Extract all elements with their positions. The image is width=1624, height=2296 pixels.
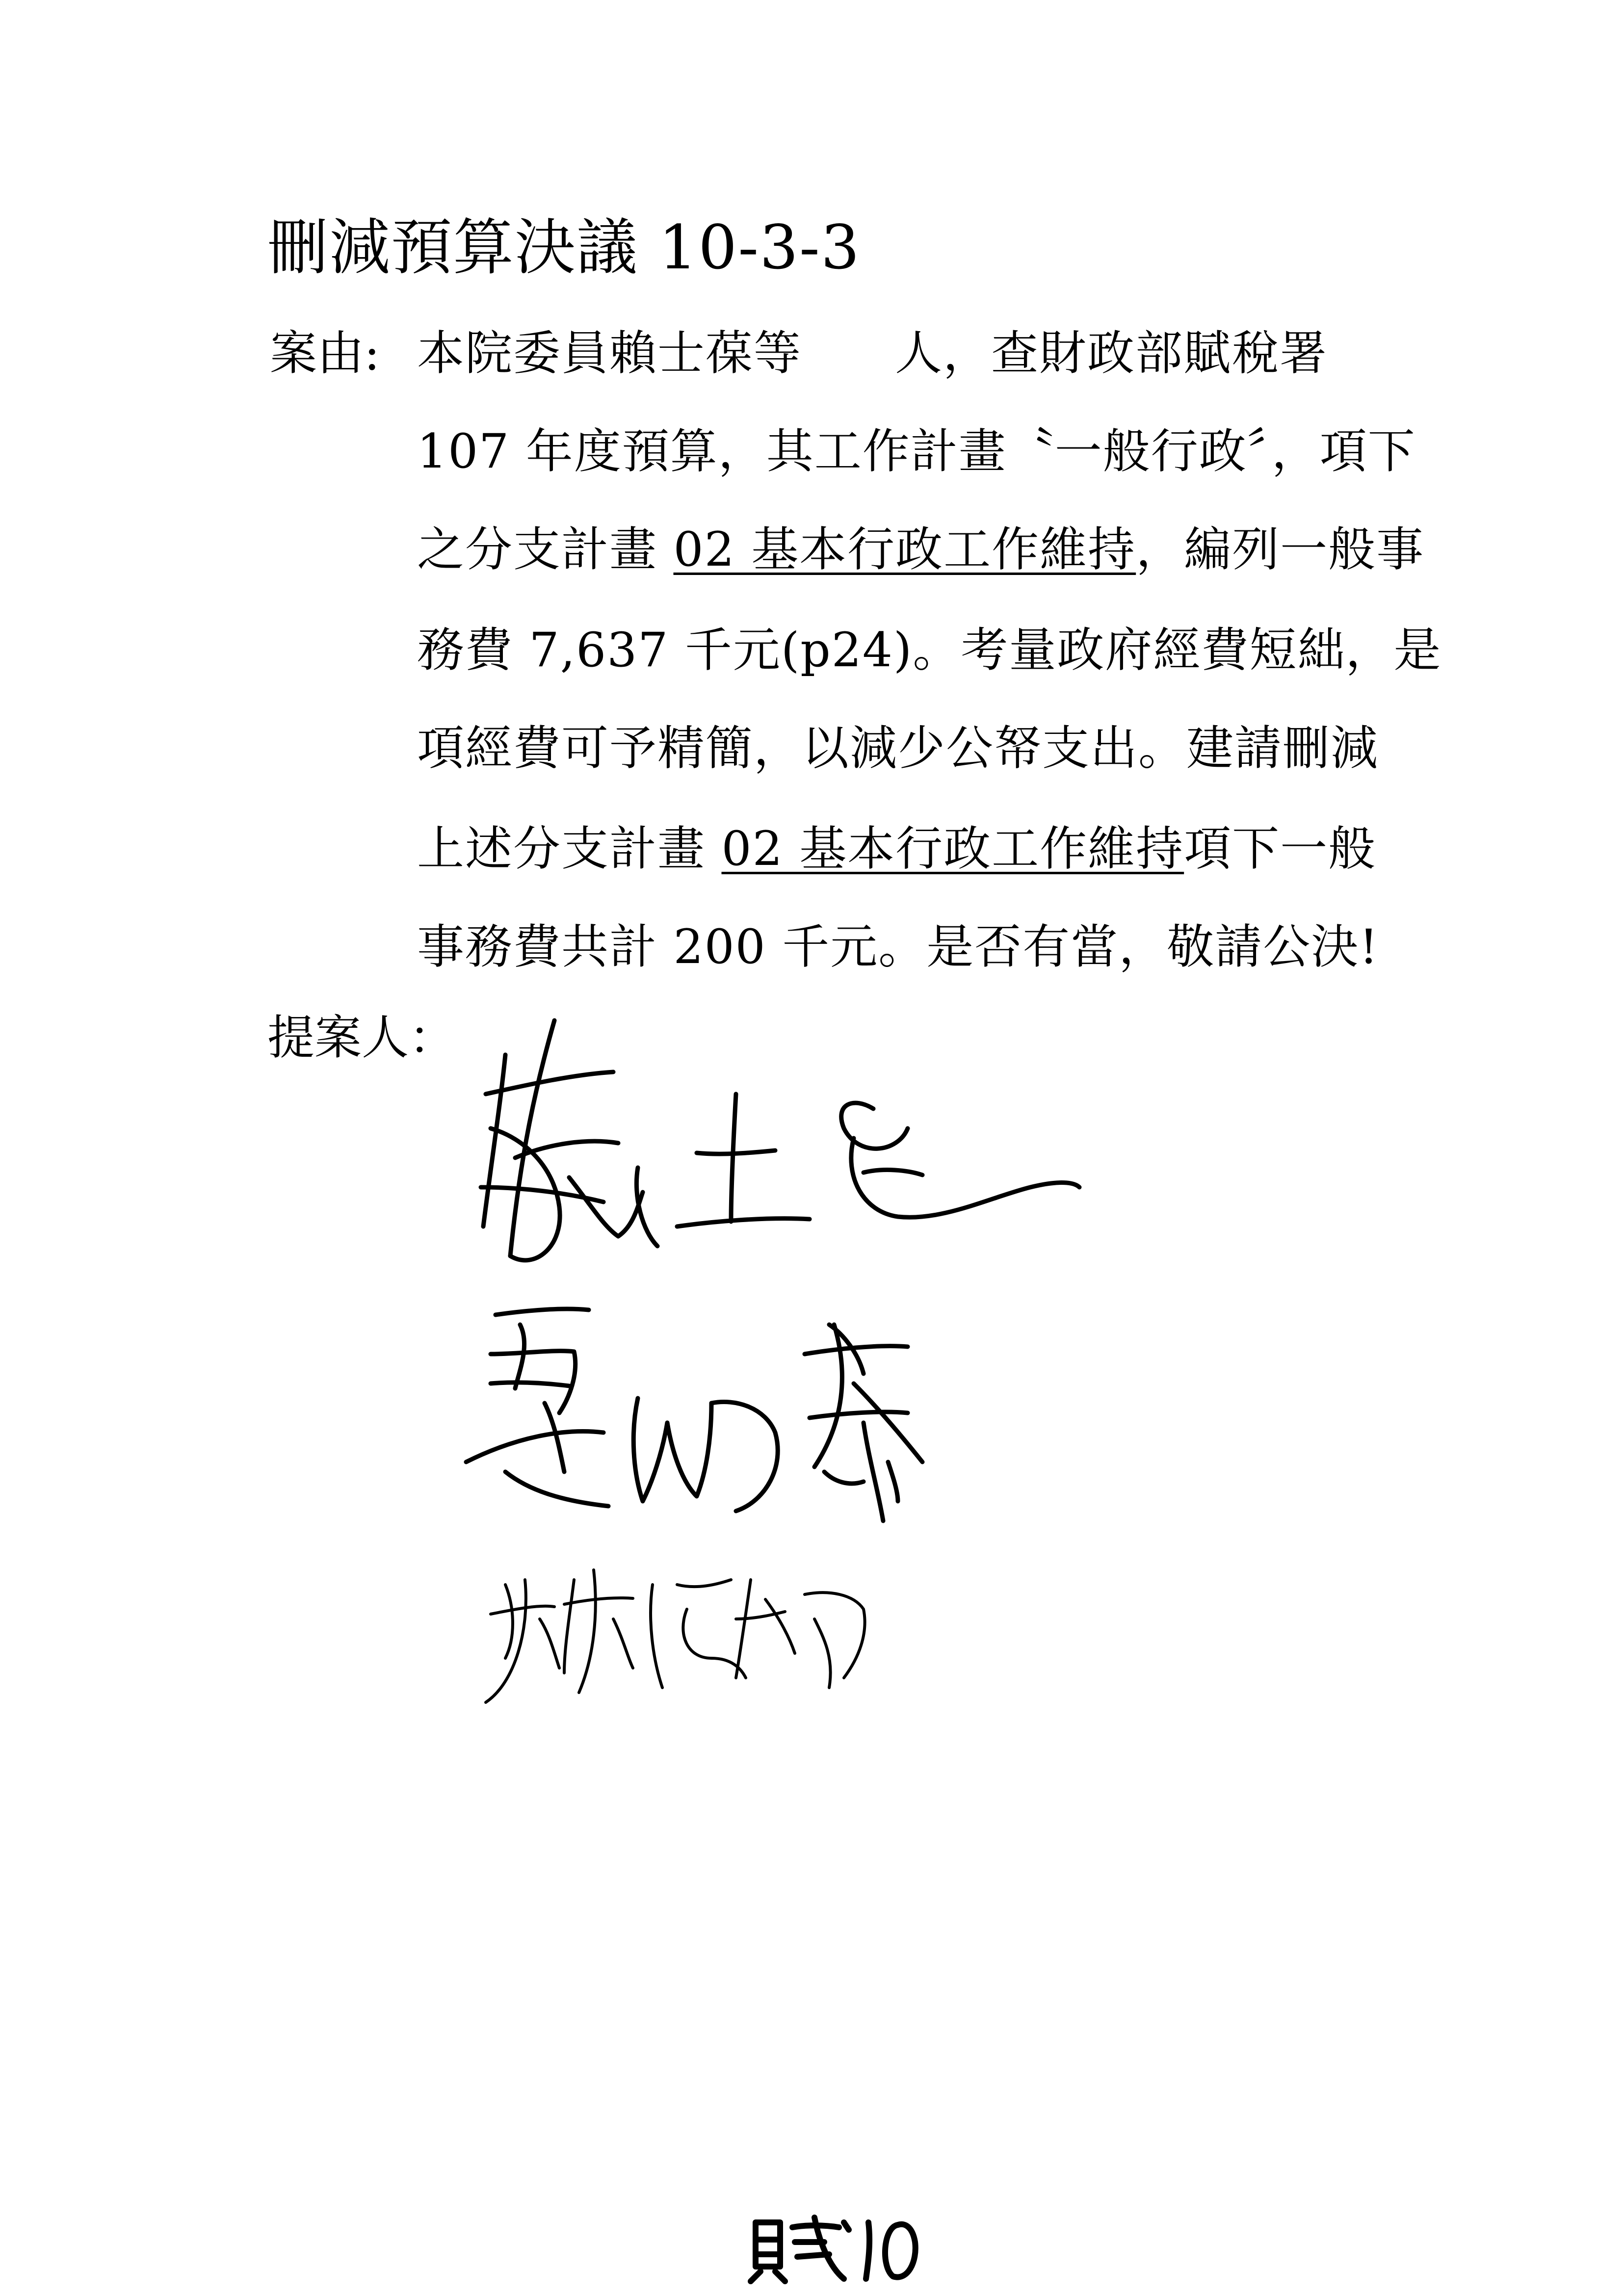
signature-2 <box>466 1309 922 1521</box>
page-title: 刪減預算決議 10-3-3 <box>267 212 861 283</box>
reason-line-1-pre: 本院委員賴士葆等 <box>417 326 802 381</box>
subproject-underlined: 02 基本行政工作維持 <box>673 522 1136 577</box>
page-stamp-handwritten <box>746 2213 922 2286</box>
signature-1 <box>481 1020 1079 1260</box>
reason-line-3-post: ，編列一般事 <box>1136 522 1425 577</box>
proposer-label: 提案人： <box>267 1010 456 1065</box>
reason-line-6-post: 項下一般 <box>1184 821 1377 876</box>
reason-label: 案由: <box>270 326 380 381</box>
reason-line-1-post: 人，查財政部賦稅署 <box>895 326 1328 381</box>
reason-line-2: 107 年度預算，其工作計畫〝一般行政〞，項下 <box>417 424 1416 479</box>
reason-line-6-pre: 上述分支計畫 <box>417 821 722 876</box>
reason-line-7: 事務費共計 200 千元。是否有當，敬請公決! <box>417 919 1379 974</box>
reason-line-3-pre: 之分支計畫 <box>417 522 674 577</box>
reason-line-5: 項經費可予精簡，以減少公帑支出。建請刪減 <box>417 721 1379 776</box>
signature-3 <box>486 1570 865 1702</box>
subproject-underlined: 02 基本行政工作維持 <box>721 821 1184 876</box>
reason-line-4: 務費 7,637 千元(p24)。考量政府經費短絀，是 <box>417 623 1442 678</box>
